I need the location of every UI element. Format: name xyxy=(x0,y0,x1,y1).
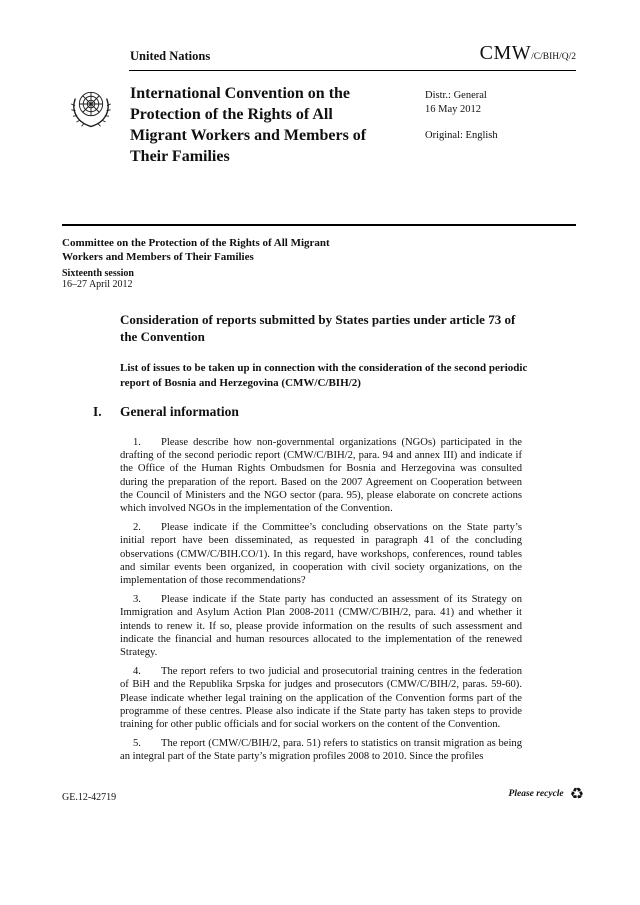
paragraph-3-number: 3. xyxy=(133,594,141,606)
paragraph-2-text: Please indicate if the Committee’s concluding observations on the State party’s initial report have been disseminated, as requested in paragraph 41 of the concluding observations (CMW/C/BIH.CO/1). In this regard, have workshops, conferences, round tables and similar events been organized, in cooperation with civil society organizations, on the implementation of those recommendations? xyxy=(120,522,522,587)
paragraph-4-number: 4. xyxy=(133,666,141,678)
committee-block xyxy=(62,236,347,290)
convention-title: International Convention on the Protection of the Rights of All Migrant Workers and Members of Their Families xyxy=(130,85,367,165)
report-subtitle: List of issues to be taken up in connection with the consideration of the second periodic report of Bosnia and Herzegovina (CMW/C/BIH/2) xyxy=(120,362,528,389)
document-symbol xyxy=(480,42,576,65)
body-paragraphs xyxy=(120,436,522,770)
paragraph-1-number: 1. xyxy=(133,437,141,448)
date-line: 16 May 2012 xyxy=(425,104,481,115)
paragraph-2 xyxy=(120,521,522,587)
paragraph-1-text: Please describe how non-governmental organizations (NGOs) participated in the drafting of the second periodic report (CMW/C/BIH/2, para. 94 and annex III) and indicate if the Office of the Human Rights Ombudsmen for Bosnia and Herzegovina was consulted during the preparation of the report. Based on the 2007 Agreement on Cooperation between the Council of Ministers and the NGO sector (para. 95), please elaborate on concrete actions which involved NGOs in the implementation of the Convention. xyxy=(120,437,522,515)
un-emblem-icon xyxy=(66,84,116,139)
committee-name: Committee on the Protection of the Rights of All Migrant Workers and Members of Their Families xyxy=(62,237,330,263)
paragraph-3-text: Please indicate if the State party has conducted an assessment of its Strategy on Immigration and Asylum Action Plan 2008-2011 (CMW/C/BIH/2, para. 41) and whether it intends to renew it. If so, please provide information on the results of such assessment and indicate the financial and human resources allocated to the implementation of the renewed Strategy. xyxy=(120,594,522,659)
session-label: Sixteenth session xyxy=(62,268,134,279)
header-rule xyxy=(129,70,576,71)
section-heading xyxy=(93,404,239,420)
masthead-rule xyxy=(62,224,576,226)
original-language-line: Original: English xyxy=(425,130,498,141)
section-title: General information xyxy=(120,404,239,419)
distribution-line: Distr.: General xyxy=(425,90,487,101)
org-name: United Nations xyxy=(130,49,211,63)
paragraph-2-number: 2. xyxy=(133,522,141,534)
report-title: Consideration of reports submitted by States parties under article 73 of the Convention xyxy=(120,312,516,344)
paragraph-5 xyxy=(120,737,522,763)
recycle-icon: ♻ xyxy=(569,784,584,803)
document-symbol-main: CMW xyxy=(479,42,532,64)
paragraph-4 xyxy=(120,665,522,731)
paragraph-1 xyxy=(120,436,522,515)
paragraph-4-text: The report refers to two judicial and prosecutorial training centres in the federation of BiH and the Republika Srpska for judges and prosecutors (CMW/C/BIH/2, paras. 59-60). Please indicate whether legal training on the application of the Convention forms part of the programme of these centres. Please also indicate if the State party has taken steps to provide training for other public officials and for social workers on the content of the Convention. xyxy=(120,666,522,731)
ge-number: GE.12-42719 xyxy=(62,792,117,803)
doc-info-block xyxy=(425,89,498,143)
recycle-label: Please recycle xyxy=(508,789,564,799)
paragraph-3 xyxy=(120,593,522,659)
paragraph-5-number: 5. xyxy=(133,738,141,750)
recycle-note xyxy=(509,786,584,802)
section-number: I. xyxy=(93,404,102,419)
session-dates: 16–27 April 2012 xyxy=(62,279,133,290)
paragraph-5-text: The report (CMW/C/BIH/2, para. 51) refers to statistics on transit migration as being an integral part of the State party’s migration profiles 2008 to 2010. Since the profiles xyxy=(120,738,522,763)
document-symbol-suffix: /C/BIH/Q/2 xyxy=(531,52,576,62)
